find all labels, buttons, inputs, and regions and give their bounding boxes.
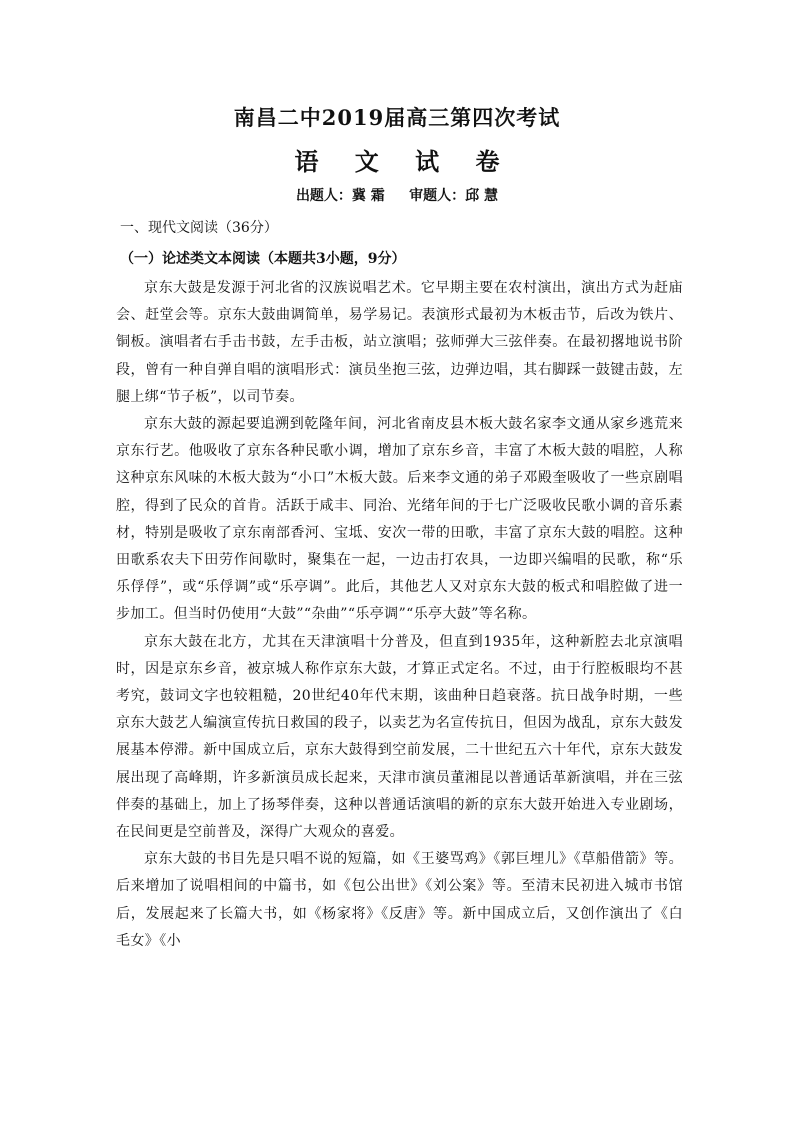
- paragraph: 京东大鼓的书目先是只唱不说的短篇，如《王婆骂鸡》《郭巨埋儿》《草船借箭》等。后来增加了说唱相间的中篇书，如《包公出世》《刘公案》等。至清末民初进入城市书馆后，发展起来了长篇大书，如《杨家将》《反唐》等。新中国成立后，又创作演出了《白毛女》《小: [116, 851, 683, 949]
- sub-section-heading: （一）论述类文本阅读（本题共3小题，9分）: [120, 251, 406, 267]
- paragraph: 京东大鼓是发源于河北省的汉族说唱艺术。它早期主要在农村演出，演出方式为赶庙会、赶堂会等。京东大鼓曲调简单，易学易记。表演形式最初为木板击节，后改为铁片、铜板。演唱者右手击书鼓，左手击板，站立演唱；弦师弹大三弦伴奏。在最初撂地说书阶段，曾有一种自弹自唱的演唱形式：演员坐抱三弦，边弹边唱，其右脚踩一鼓键击鼓，左腿上绑“节子板”，以司节奏。: [116, 280, 683, 405]
- reading-passage: [116, 275, 683, 955]
- part-heading: 一、现代文阅读（36分）: [120, 220, 278, 236]
- paragraph: 京东大鼓在北方，尤其在天津演唱十分普及，但直到1935年，这种新腔去北京演唱时，因是京东乡音，被京城人称作京东大鼓，才算正式定名。不过，由于行腔板眼均不甚考究，鼓词文字也较粗糙，20世纪40年代末期，该曲种日趋衰落。抗日战争时期，一些京东大鼓艺人编演宣传抗日救国的段子，以卖艺为名宣传抗日，但因为战乱，京东大鼓发展基本停滞。新中国成立后，京东大鼓得到空前发展，二十世纪五六十年代，京东大鼓发展出现了高峰期，许多新演员成长起来，天津市演员董湘昆以普通话革新演唱，并在三弦伴奏的基础上，加上了扬琴伴奏，这种以普通话演唱的新的京东大鼓开始进入专业剧场，在民间更是空前普及，深得广大观众的喜爱。: [116, 633, 683, 841]
- exam-title: 南昌二中2019届高三第四次考试: [233, 105, 561, 130]
- paragraph: 京东大鼓的源起要追溯到乾隆年间，河北省南皮县木板大鼓名家李文通从家乡逃荒来京东行艺。他吸收了京东各种民歌小调，增加了京东乡音，丰富了木板大鼓的唱腔，人称这种京东风味的木板大鼓为“小口”木板大鼓。后来李文通的弟子邓殿奎吸收了一些京剧唱腔，得到了民众的首肯。活跃于咸丰、同治、光绪年间的于七广泛吸收民歌小调的音乐素材，特别是吸收了京东南部香河、宝坻、安次一带的田歌，丰富了京东大鼓的唱腔。这种田歌系农夫下田劳作间歇时，聚集在一起，一边击打农具，一边即兴编唱的民歌，称“乐乐俘俘”，或“乐俘调”或“乐亭调”。此后，其他艺人又对京东大鼓的板式和唱腔做了进一步加工。但当时仍使用“大鼓”“杂曲”“乐亭调”“乐亭大鼓”等名称。: [116, 416, 683, 623]
- exam-subtitle: 语 文 试 卷: [294, 147, 514, 176]
- author-credits: 出题人：冀 霜 审题人：邱 慧: [295, 188, 499, 204]
